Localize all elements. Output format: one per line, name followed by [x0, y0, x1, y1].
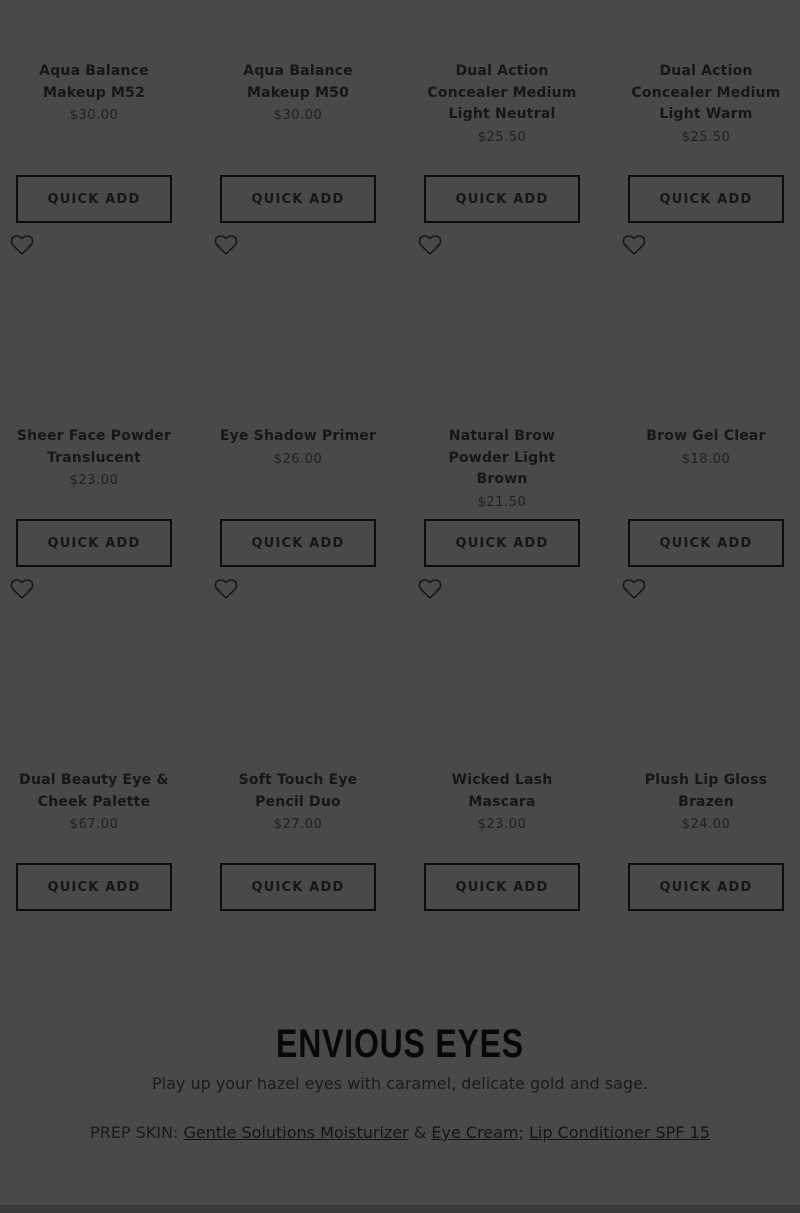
wishlist-heart-icon[interactable]: [214, 578, 238, 600]
section-title: ENVIOUS EYES: [276, 1022, 524, 1066]
quick-add-button[interactable]: QUICK ADD: [220, 175, 376, 223]
product-card: [408, 0, 612, 207]
product-name[interactable]: Dual Action Concealer Medium Light Warm: [631, 63, 781, 122]
quick-add-button[interactable]: QUICK ADD: [220, 519, 376, 567]
quick-add-button[interactable]: QUICK ADD: [424, 519, 580, 567]
product-name[interactable]: Brow Gel Clear: [646, 428, 766, 444]
separator: ;: [518, 1123, 530, 1142]
separator: &: [408, 1123, 432, 1142]
wishlist-heart-icon[interactable]: [622, 578, 646, 600]
quick-add-button[interactable]: QUICK ADD: [628, 863, 784, 911]
product-card: [204, 0, 408, 207]
quick-add-button[interactable]: QUICK ADD: [628, 519, 784, 567]
product-name[interactable]: Wicked Lash Mascara: [451, 772, 553, 810]
product-card: [0, 577, 204, 921]
quick-add-button[interactable]: QUICK ADD: [16, 519, 172, 567]
product-info: [0, 770, 188, 836]
look-section: [0, 1015, 800, 1144]
product-info: [204, 770, 392, 836]
product-price: $25.50: [681, 129, 731, 145]
product-name[interactable]: Dual Action Concealer Medium Light Neutral: [427, 63, 577, 122]
product-name[interactable]: Sheer Face Powder Translucent: [16, 428, 172, 466]
eye-cream-link[interactable]: Eye Cream: [431, 1123, 519, 1142]
product-info: [612, 770, 800, 836]
product-price: $30.00: [69, 108, 119, 123]
prep-prefix: PREP SKIN:: [90, 1123, 184, 1142]
wishlist-heart-icon[interactable]: [10, 234, 34, 256]
product-info: [0, 61, 188, 127]
lip-conditioner-link[interactable]: Lip Conditioner SPF 15: [529, 1123, 710, 1142]
product-image[interactable]: [408, 259, 612, 429]
product-card: [612, 0, 800, 207]
product-price: $18.00: [681, 451, 731, 467]
product-price: $23.00: [69, 473, 119, 488]
product-info: [408, 61, 596, 149]
section-tagline: Play up your hazel eyes with caramel, delicate gold and sage.: [152, 1074, 648, 1093]
product-price: $24.00: [681, 817, 731, 832]
wishlist-heart-icon[interactable]: [214, 234, 238, 256]
product-card: [408, 577, 612, 921]
quick-add-button[interactable]: QUICK ADD: [220, 863, 376, 911]
quick-add-button[interactable]: QUICK ADD: [424, 175, 580, 223]
product-info: [612, 61, 800, 149]
quick-add-button[interactable]: QUICK ADD: [16, 175, 172, 223]
product-card: [204, 577, 408, 921]
product-name[interactable]: Soft Touch Eye Pencil Duo: [238, 772, 358, 810]
product-row: [0, 233, 800, 577]
product-info: [408, 770, 596, 836]
product-image[interactable]: [204, 259, 408, 429]
product-card: [408, 233, 612, 577]
prep-skin-line: [0, 1122, 800, 1144]
quick-add-button[interactable]: QUICK ADD: [424, 863, 580, 911]
product-image[interactable]: [204, 603, 408, 773]
moisturizer-link[interactable]: Gentle Solutions Moisturizer: [183, 1123, 409, 1142]
product-price: $23.00: [477, 817, 527, 832]
product-name[interactable]: Plush Lip Gloss Brazen: [644, 772, 768, 810]
wishlist-heart-icon[interactable]: [418, 578, 442, 600]
product-name[interactable]: Aqua Balance Makeup M52: [39, 63, 149, 101]
product-price: $67.00: [69, 817, 119, 832]
product-price: $26.00: [273, 451, 323, 467]
product-name[interactable]: Natural Brow Powder Light Brown: [448, 428, 556, 487]
product-image[interactable]: [612, 603, 800, 773]
product-price: $27.00: [273, 817, 323, 832]
product-image[interactable]: [612, 259, 800, 429]
product-row: [0, 0, 800, 207]
product-info: [204, 426, 392, 471]
product-price: $30.00: [273, 108, 323, 123]
product-info: [408, 426, 596, 514]
product-price: $21.50: [477, 494, 527, 510]
product-image[interactable]: [408, 603, 612, 773]
wishlist-heart-icon[interactable]: [10, 578, 34, 600]
quick-add-button[interactable]: QUICK ADD: [16, 863, 172, 911]
product-row: [0, 577, 800, 921]
product-card: [612, 233, 800, 577]
footer-edge: [0, 1205, 800, 1213]
product-image[interactable]: [0, 259, 204, 429]
product-info: [204, 61, 392, 127]
product-name[interactable]: Eye Shadow Primer: [219, 428, 377, 444]
product-card: [0, 233, 204, 577]
product-card: [0, 0, 204, 207]
product-image[interactable]: [0, 603, 204, 773]
product-card: [612, 577, 800, 921]
quick-add-button[interactable]: QUICK ADD: [628, 175, 784, 223]
product-card: [204, 233, 408, 577]
product-name[interactable]: Aqua Balance Makeup M50: [243, 63, 353, 101]
product-info: [612, 426, 800, 471]
product-name[interactable]: Dual Beauty Eye & Cheek Palette: [19, 772, 169, 810]
product-info: [0, 426, 188, 492]
wishlist-heart-icon[interactable]: [418, 234, 442, 256]
product-price: $25.50: [477, 129, 527, 145]
wishlist-heart-icon[interactable]: [622, 234, 646, 256]
